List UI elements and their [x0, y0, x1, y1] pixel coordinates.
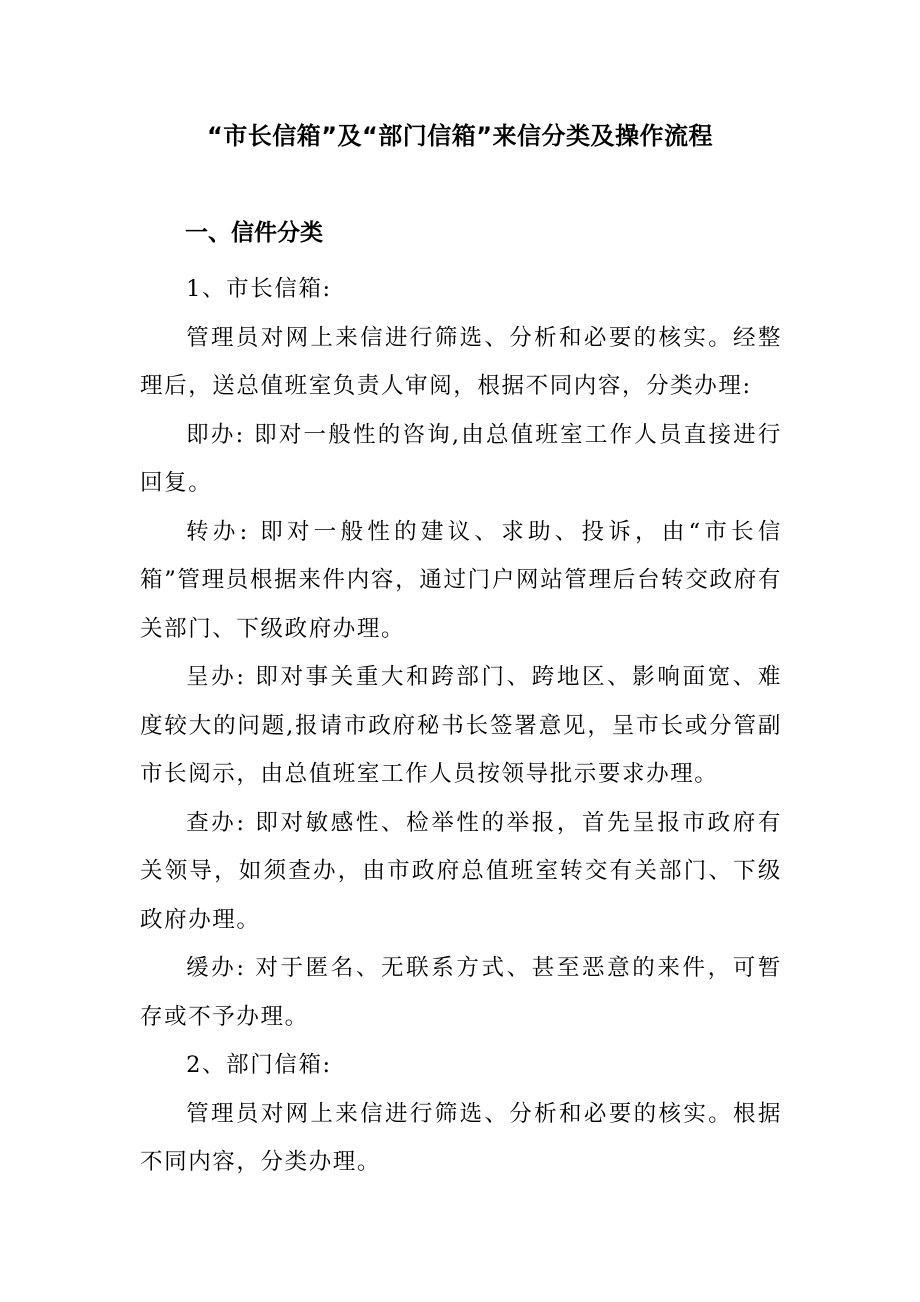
document-body: [140, 265, 782, 1187]
paragraph-transfer-handling: 转办: 即对一般性的建议、求助、投诉，由“市长信箱”管理员根据来件内容，通过门户网站管理后台转交政府有关部门、下级政府办理。: [140, 518, 782, 642]
paragraph-immediate-handling: 即办: 即对一般性的咨询,由总值班室工作人员直接进行回复。: [140, 421, 782, 496]
paragraph-submit-handling: 呈办: 即对事关重大和跨部门、跨地区、影响面宽、难度较大的问题,报请市政府秘书长签署意见，呈市长或分管副市长阅示，由总值班室工作人员按领导批示要求办理。: [140, 664, 782, 787]
document-title: “市长信箱”及“部门信箱”来信分类及操作流程: [206, 122, 714, 150]
paragraph-mayor-intro: 管理员对网上来信进行筛选、分析和必要的核实。经整理后，送总值班室负责人审阅，根据不同内容，分类办理:: [140, 324, 782, 399]
paragraph-department-intro: 管理员对网上来信进行筛选、分析和必要的核实。根据不同内容，分类办理。: [140, 1100, 782, 1175]
paragraph-defer-handling: 缓办: 对于匿名、无联系方式、甚至恶意的来件，可暂存或不予办理。: [140, 955, 782, 1030]
section-heading-letter-classification: 一、信件分类: [185, 220, 323, 246]
subheading-department-mailbox: 2、部门信箱:: [186, 1052, 332, 1078]
subheading-mayor-mailbox: 1、市长信箱:: [186, 276, 332, 302]
paragraph-investigate-handling: 查办: 即对敏感性、检举性的举报，首先呈报市政府有关领导，如须查办，由市政府总值班室转交有关部门、下级政府办理。: [140, 809, 782, 933]
